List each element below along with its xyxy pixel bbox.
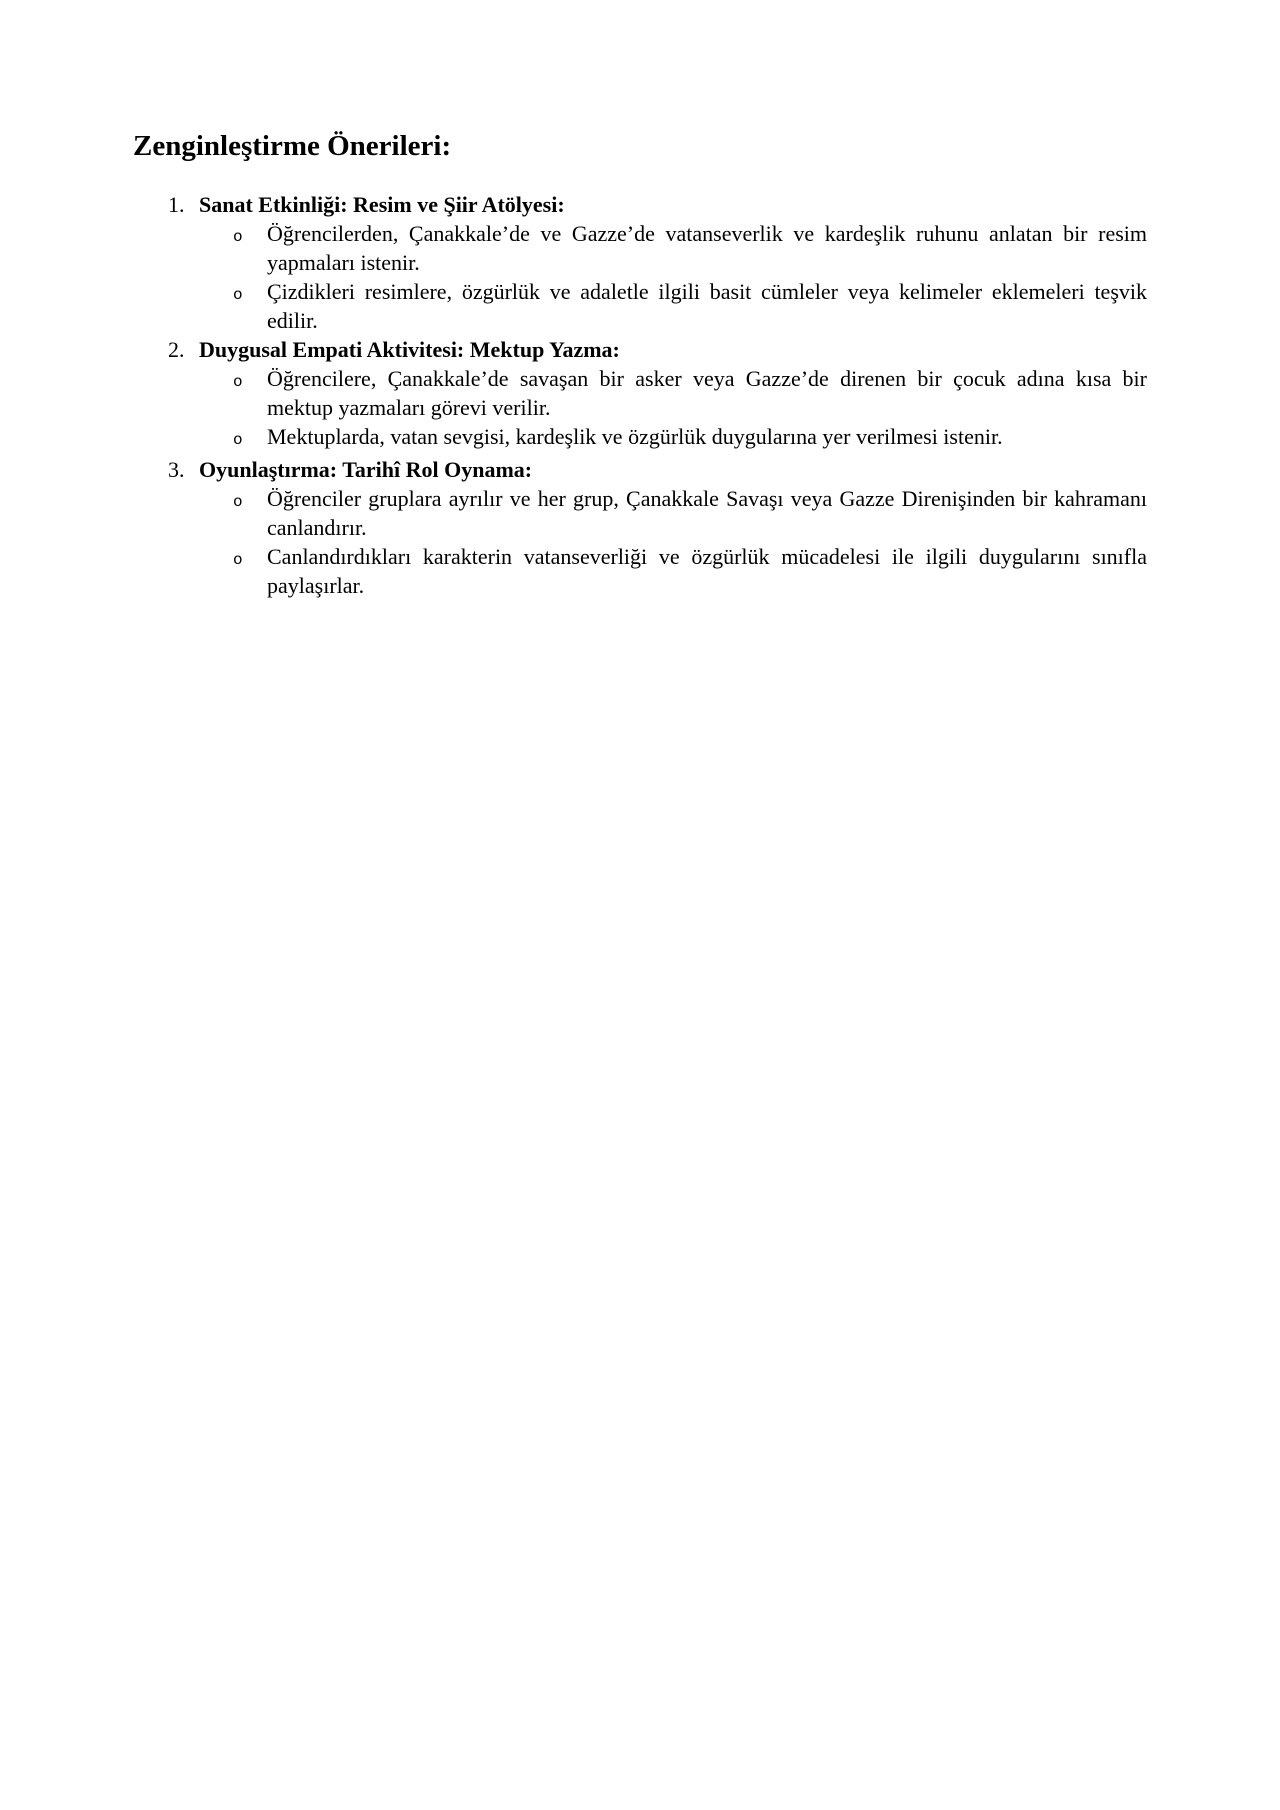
list-item (133, 190, 1147, 335)
list-item-heading-row (133, 190, 1147, 219)
bullet-text: Çizdikleri resimlere, özgürlük ve adaletle ilgili basit cümleler veya kelimeler eklemeleri teşvik edilir. (267, 279, 1147, 333)
bullet-item (133, 484, 1147, 542)
bullet-item (133, 422, 1147, 455)
circle-bullet-icon: o (233, 493, 243, 511)
bullet-text: Öğrenciler gruplara ayrılır ve her grup, Çanakkale Savaşı veya Gazze Direnişinden bir kahramanı canlandırır. (267, 486, 1147, 540)
bullet-text: Canlandırdıkları karakterin vatanseverliği ve özgürlük mücadelesi ile ilgili duygularını sınıfla paylaşırlar. (267, 544, 1147, 598)
list-item-heading: Oyunlaştırma: Tarihî Rol Oynama: (199, 457, 533, 482)
document-content (133, 128, 1147, 600)
list-item (133, 455, 1147, 600)
circle-bullet-icon: o (233, 431, 243, 449)
bullet-item (133, 364, 1147, 422)
list-item-heading-row (133, 455, 1147, 484)
bullet-item (133, 542, 1147, 600)
list-item-heading: Duygusal Empati Aktivitesi: Mektup Yazma: (199, 337, 620, 362)
bullet-text: Öğrencilerden, Çanakkale’de ve Gazze’de vatanseverlik ve kardeşlik ruhunu anlatan bir resim yapmaları istenir. (267, 221, 1147, 275)
bullet-text: Öğrencilere, Çanakkale’de savaşan bir asker veya Gazze’de direnen bir çocuk adına kısa bir mektup yazmaları görevi verilir. (267, 366, 1147, 420)
circle-bullet-icon: o (233, 373, 243, 391)
list-item (133, 335, 1147, 455)
bullet-text: Mektuplarda, vatan sevgisi, kardeşlik ve özgürlük duygularına yer verilmesi istenir. (267, 424, 1003, 449)
numbered-list (133, 190, 1147, 600)
list-item-heading: Sanat Etkinliği: Resim ve Şiir Atölyesi: (199, 192, 565, 217)
circle-bullet-icon: o (233, 228, 243, 246)
circle-bullet-icon: o (233, 551, 243, 569)
bullet-item (133, 277, 1147, 335)
list-item-number: 1. (168, 192, 185, 217)
list-item-number: 2. (168, 337, 185, 362)
bullet-item (133, 219, 1147, 277)
list-item-number: 3. (168, 457, 185, 482)
circle-bullet-icon: o (233, 286, 243, 304)
page-title: Zenginleştirme Önerileri: (133, 130, 452, 162)
list-item-heading-row (133, 335, 1147, 364)
